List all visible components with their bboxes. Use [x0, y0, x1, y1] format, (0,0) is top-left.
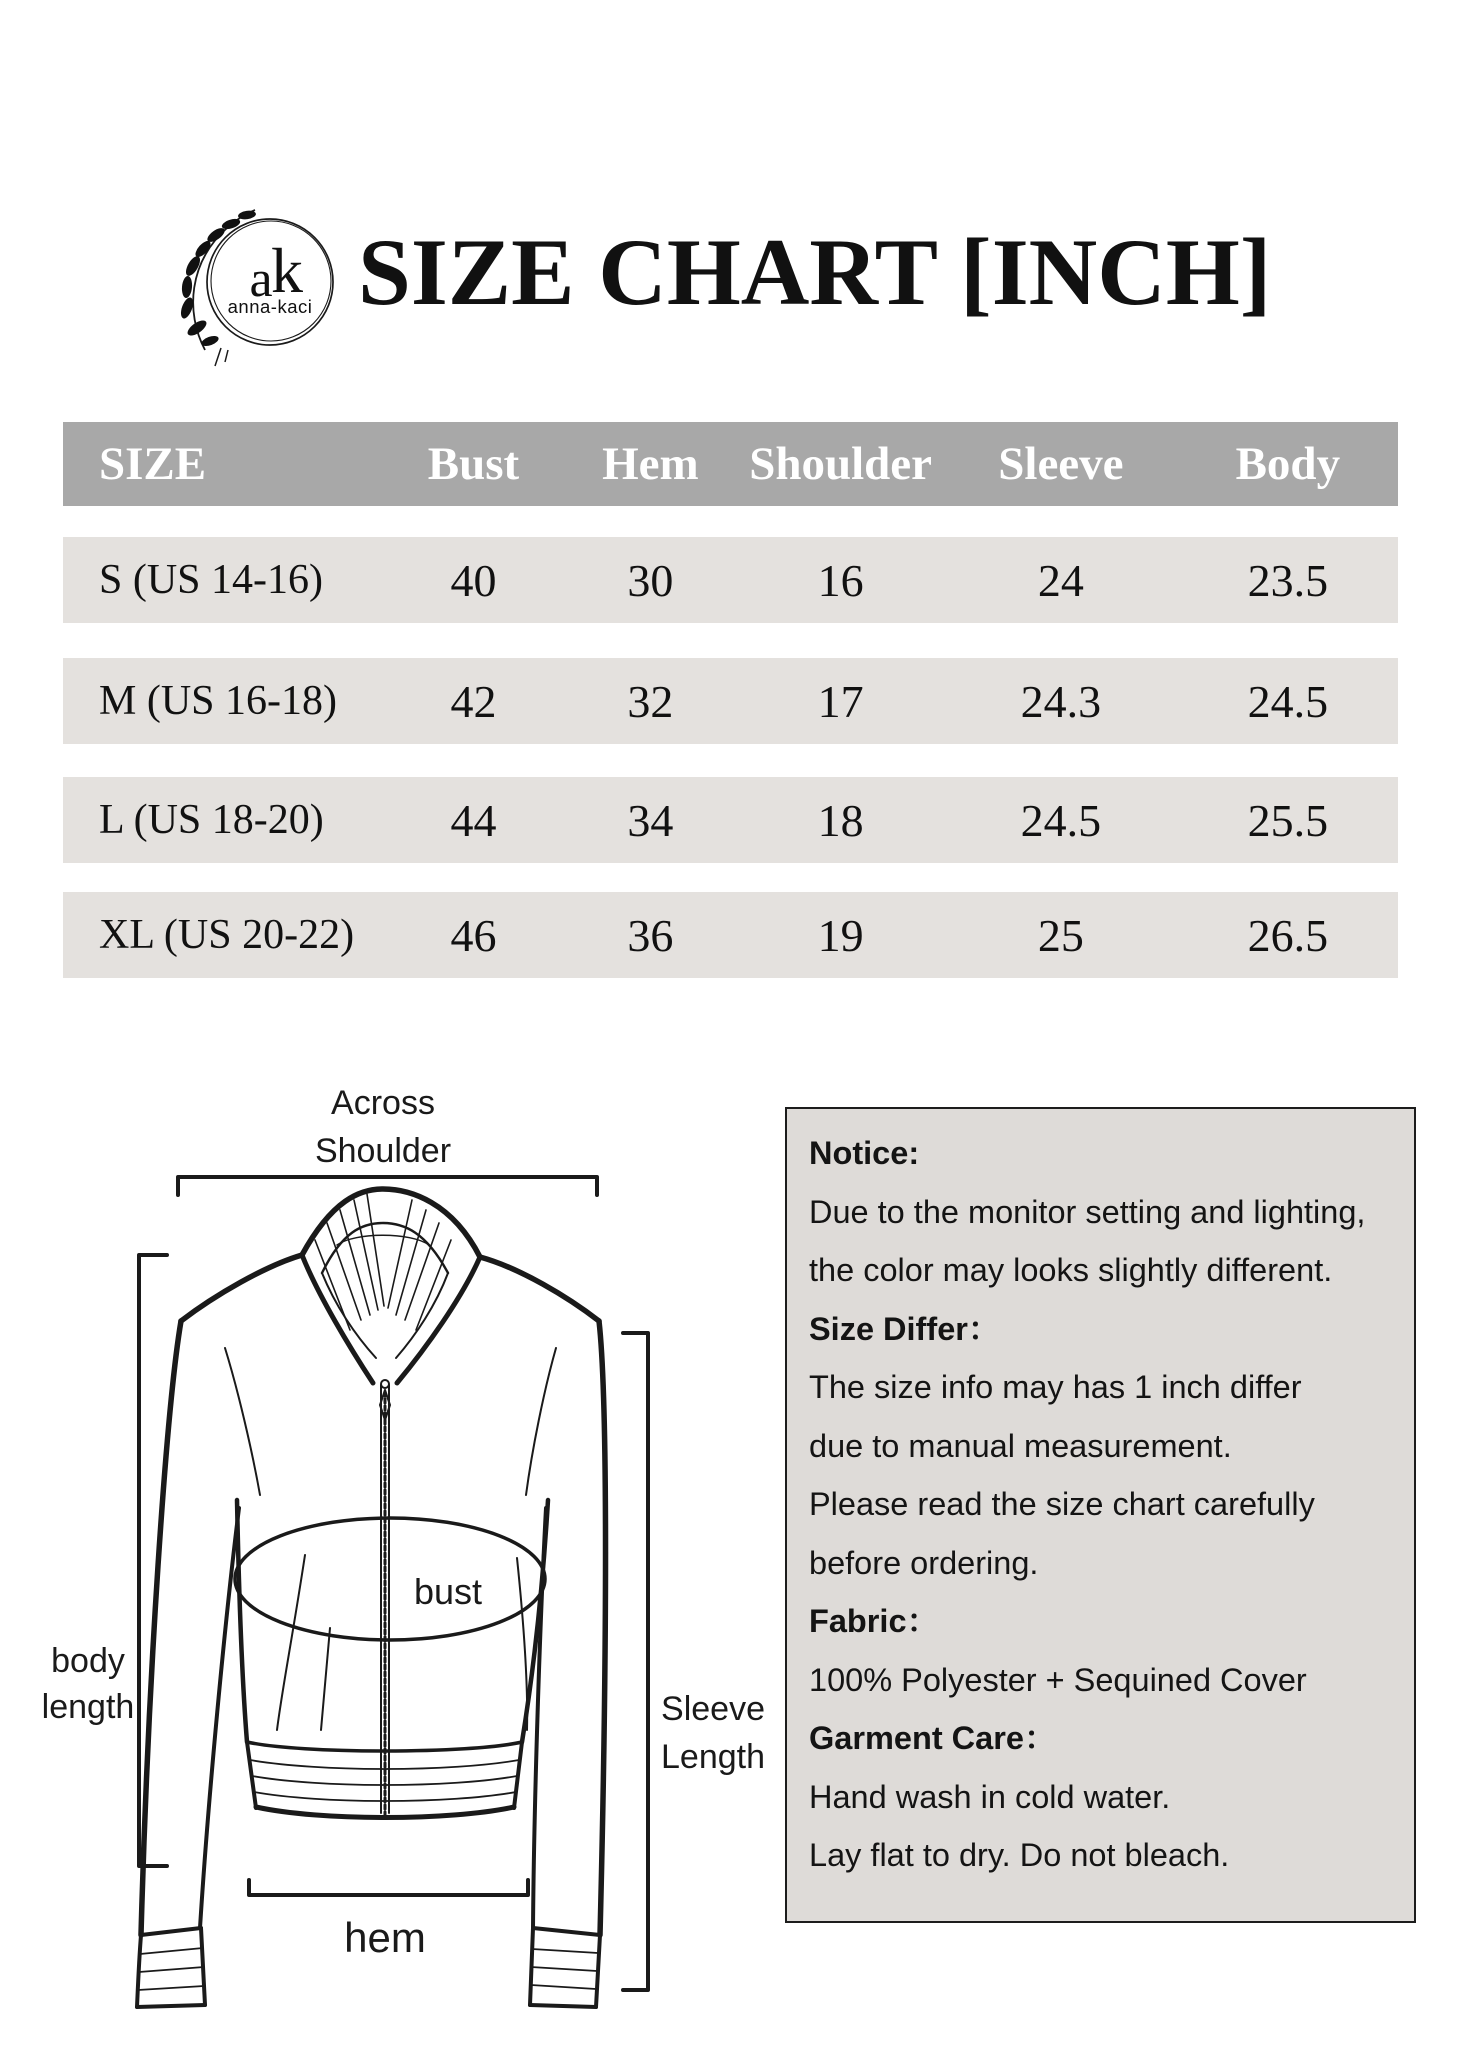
notice-text: the color may looks slightly different.	[809, 1252, 1333, 1288]
size-differ-text: Please read the size chart carefully	[809, 1486, 1315, 1522]
sleeve-length-label-line2: Length	[661, 1738, 765, 1776]
hem-bracket	[249, 1880, 528, 1895]
hem-value: 32	[627, 675, 674, 727]
across-shoulder-bracket	[178, 1177, 597, 1195]
shoulder-value: 18	[817, 794, 864, 846]
sleeve-length-bracket	[623, 1333, 648, 1990]
logo-brand-name: anna-kaci	[227, 296, 313, 317]
body-value: 23.5	[1247, 554, 1329, 606]
size-differ-heading: Size Differ：	[809, 1310, 1001, 1347]
shoulder-value: 17	[817, 675, 864, 727]
hem-value: 30	[627, 554, 674, 606]
brand-logo	[175, 200, 355, 370]
size-label: L (US 18-20)	[99, 797, 324, 843]
garment-care-text: Lay flat to dry. Do not bleach.	[809, 1837, 1230, 1873]
bust-value: 42	[450, 675, 497, 727]
size-differ-text: The size info may has 1 inch differ	[809, 1369, 1302, 1405]
bust-value: 44	[450, 794, 497, 846]
sleeve-value: 24	[1037, 554, 1084, 606]
size-label: XL (US 20-22)	[99, 912, 355, 958]
column-header-size: SIZE	[99, 438, 207, 490]
body-value: 26.5	[1247, 909, 1329, 961]
sleeve-value: 24.5	[1020, 794, 1102, 846]
hem-label: hem	[344, 1914, 426, 1961]
column-header-hem: Hem	[602, 438, 699, 490]
logo-monogram-k: k	[271, 235, 303, 306]
garment-care-heading: Garment Care：	[809, 1720, 1057, 1756]
table-row-m	[63, 658, 1398, 744]
notice-text: Due to the monitor setting and lighting,	[809, 1193, 1366, 1230]
sleeve-value: 25	[1037, 909, 1084, 961]
notice-box	[785, 1107, 1416, 1923]
column-header-sleeve: Sleeve	[998, 438, 1124, 490]
body-value: 25.5	[1247, 794, 1329, 846]
shoulder-value: 19	[817, 909, 864, 961]
table-row-s	[63, 537, 1398, 623]
shoulder-value: 16	[817, 554, 864, 606]
hem-value: 36	[627, 909, 674, 961]
sleeve-length-label-line1: Sleeve	[661, 1690, 765, 1728]
laurel-branch-icon	[179, 210, 257, 366]
fabric-heading: Fabric：	[809, 1603, 940, 1639]
bust-value: 46	[450, 909, 497, 961]
size-differ-text: due to manual measurement.	[809, 1427, 1232, 1464]
bust-value: 40	[450, 554, 497, 606]
body-length-label-line1: body	[51, 1642, 125, 1680]
column-header-bust: Bust	[427, 438, 520, 490]
size-differ-text: before ordering.	[809, 1544, 1039, 1581]
table-row-l	[63, 777, 1398, 863]
logo-monogram-a: a	[249, 251, 273, 308]
column-header-body: Body	[1235, 438, 1341, 490]
zipper-icon	[380, 1380, 390, 1816]
sleeve-value: 24.3	[1020, 675, 1102, 727]
size-table-header	[63, 422, 1398, 506]
jacket-drawing-icon	[137, 1189, 606, 2007]
page-title: SIZE CHART [INCH]	[358, 219, 1272, 325]
garment-care-text: Hand wash in cold water.	[809, 1778, 1171, 1815]
size-label: M (US 16-18)	[99, 678, 337, 724]
body-length-label-line2: length	[41, 1688, 135, 1726]
fabric-text: 100% Polyester + Sequined Cover	[809, 1661, 1307, 1698]
across-shoulder-label-line2: Shoulder	[314, 1132, 452, 1170]
hem-value: 34	[627, 794, 674, 846]
across-shoulder-label-line1: Across	[331, 1084, 435, 1122]
table-row-xl	[63, 892, 1398, 978]
body-length-bracket	[139, 1255, 167, 1866]
size-label: S (US 14-16)	[99, 557, 324, 603]
notice-heading: Notice:	[809, 1135, 920, 1171]
body-value: 24.5	[1247, 675, 1329, 727]
bust-label: bust	[413, 1571, 483, 1612]
column-header-shoulder: Shoulder	[749, 438, 933, 490]
garment-measurement-diagram	[20, 1080, 790, 2010]
